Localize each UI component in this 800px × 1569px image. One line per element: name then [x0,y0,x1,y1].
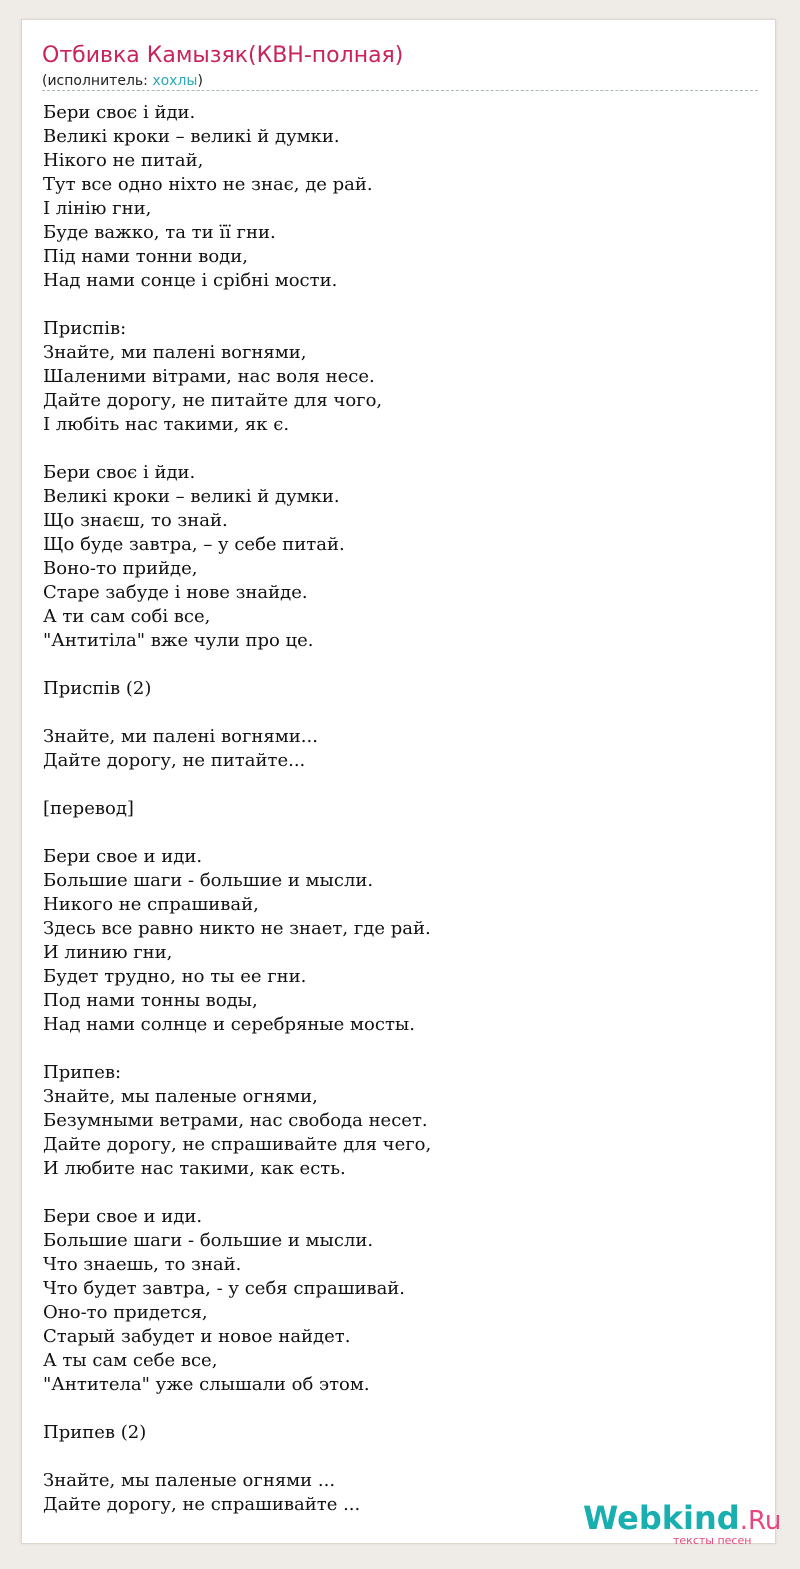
performer-line [42,72,203,90]
logo-tld: .Ru [739,1506,782,1536]
performer-link[interactable]: хохлы [152,73,198,89]
song-title: Отбивка Камызяк(КВН-полная) [42,43,404,68]
lyrics-text: Бери своє і йди. Великі кроки – великі й думки. Нікого не питай, Тут все одно ніхто не знає, де рай. І лінію гни, Буде важко, та ти її гни. Під нами тонни води, Над нами сонце і срібні мости. Приспів: Знайте, ми палені вогнями, Шаленими вітрами, нас воля несе. Дайте дорогу, не питайте для чого, І любіть нас такими, як є. Бери своє і йди. Великі кроки – великі й думки. Що знаєш, то знай. Що буде завтра, – у себе питай. Воно-то прийде, Старе забуде і нове знайде. А ти сам собі все, "Антитіла" вже чули про це. Приспів (2) Знайте, ми палені вогнями... Дайте дорогу, не питайте... [перевод] Бери свое и иди. Большие шаги - большие и мысли. Никого не спрашивай, Здесь все равно никто не знает, где рай. И линию гни, Будет трудно, но ты ее гни. Под нами тонны воды, Над нами солнце и серебряные мосты. Припев: Знайте, мы паленые огнями, Безумными ветрами, нас свобода несет. Дайте дорогу, не спрашивайте для чего, И любите нас такими, как есть. Бери свое и иди. Большие шаги - большие и мысли. Что знаешь, то знай. Что будет завтра, - у себя спрашивай. Оно-то придется, Старый забудет и новое найдет. А ты сам себе все, "Антитела" уже слышали об этом. Припев (2) Знайте, мы паленые огнями ... Дайте дорогу, не спрашивайте ... [43,102,432,1515]
logo-tagline: тексты песен [673,1534,752,1547]
title-divider [42,90,758,91]
site-logo[interactable] [583,1498,783,1547]
performer-prefix: (исполнитель: [42,73,153,89]
lyrics-card [21,19,782,1547]
logo-main-text: Webkind [583,1499,740,1537]
performer-suffix: ) [197,73,203,89]
